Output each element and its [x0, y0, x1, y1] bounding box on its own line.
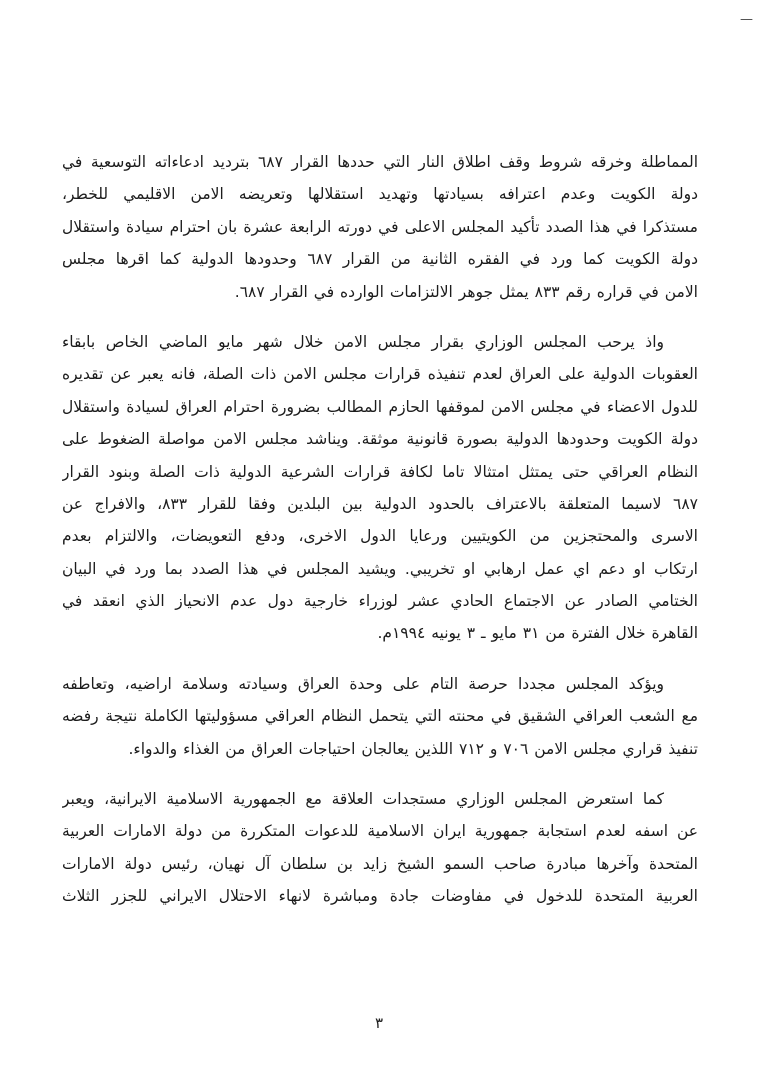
- margin-dash: —: [740, 12, 752, 27]
- text-line: ارتكاب او دعم اي عمل ارهابي او تخريبي. ويشيد المجلس في هذا الصدد بما ورد في البيان: [62, 559, 698, 578]
- text-line: واذ يرحب المجلس الوزاري بقرار مجلس الامن خلال شهر مايو الماضي الخاص بابقاء: [62, 332, 664, 351]
- text-line: كما استعرض المجلس الوزاري مستجدات العلاقة مع الجمهورية الاسلامية الايرانية، ويعبر: [62, 790, 664, 809]
- text-line: دولة الكويت وحدودها الدولية بصورة قانونية موثقة. ويناشد مجلس الامن مواصلة الضغوط على: [62, 430, 698, 449]
- text-line: ٦٨٧ لاسيما المتعلقة بالاعتراف بالحدود الدولية بين البلدين وفقا للقرار ٨٣٣، والافراج عن: [62, 494, 698, 513]
- text-line: المماطلة وخرقه شروط وقف اطلاق النار التي حددها القرار ٦٨٧ بترديد ادعاءاته التوسعية في: [62, 153, 698, 171]
- document-body: [62, 146, 698, 931]
- text-line: النظام العراقي حتى يمتثل امتثالا تاما لكافة قرارات الشرعية الدولية ذات الصلة وبنود القرار: [62, 462, 698, 481]
- text-line: للدول الاعضاء في مجلس الامن لموقفها الحازم المطالب بضرورة احترام العراق لسيادة واستقلال: [62, 397, 698, 416]
- text-line: تنفيذ قراري مجلس الامن ٧٠٦ و ٧١٢ اللذين يعالجان احتياجات العراق من الغذاء والدواء.: [128, 739, 698, 758]
- text-line: عن اسفه لعدم استجابة جمهورية ايران الاسلامية للدعوات المتكررة من دولة الامارات العربية: [62, 822, 698, 841]
- text-line: الختامي الصادر عن الاجتماع الحادي عشر لوزراء خارجية دول عدم الانحياز الذي انعقد في: [62, 592, 698, 611]
- text-line: القاهرة خلال الفترة من ٣١ مايو ـ ٣ يونيه ١٩٩٤م.: [377, 624, 698, 643]
- text-line: مستذكرا في هذا الصدد تأكيد المجلس الاعلى في دورته الرابعة عشرة بان احترام سيادة واستقلال: [62, 217, 698, 236]
- text-line: مع الشعب العراقي الشقيق في محنته التي يتحمل النظام العراقي مسؤوليتها الكاملة نتيجة رفضه: [62, 707, 698, 726]
- text-line: العقوبات الدولية على العراق لعدم تنفيذه قرارات مجلس الامن ذات الصلة، فانه يعبر عن تقديره: [62, 365, 698, 384]
- paragraph-iraq-unity: [62, 668, 698, 765]
- text-line: دولة الكويت كما ورد في الفقره الثانية من القرار ٦٨٧ وحدودها الدولية كما اقرها مجلس: [62, 250, 698, 269]
- text-line: ويؤكد المجلس مجددا حرصة التام على وحدة العراق وسيادته وسلامة اراضيه، وتعاطفه: [62, 674, 664, 693]
- paragraph-continuation: [62, 146, 698, 308]
- text-line: الامن في قراره رقم ٨٣٣ يمثل جوهر الالتزامات الوارده في القرار ٦٨٧.: [234, 282, 698, 301]
- page-number: ٣: [374, 1014, 384, 1032]
- text-line: دولة الكويت وعدم اعترافه بسيادتها وتهديد استقلالها وتعريضه الامن الاقليمي للخطر،: [62, 185, 698, 204]
- text-line: العربية المتحدة للدخول في مفاوضات جادة ومباشرة لانهاء الاحتلال الايراني للجزر الثلاث: [62, 887, 698, 906]
- paragraph-security-council-welcome: [62, 326, 698, 650]
- text-line: المتحدة وآخرها مبادرة صاحب السمو الشيخ زايد بن سلطان آل نهيان، رئيس دولة الامارات: [62, 854, 698, 873]
- paragraph-iran-relations: [62, 783, 698, 913]
- text-line: الاسرى والمحتجزين من الكويتيين ورعايا الدول الاخرى، ودفع التعويضات، والالتزام بعدم: [62, 527, 698, 546]
